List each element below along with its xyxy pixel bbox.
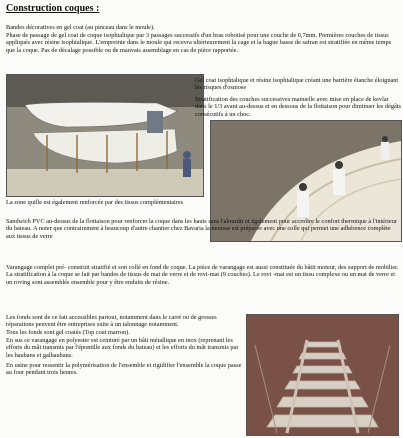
intro-paragraph: Phase de passage de gel coat de coque isophtalique par 3 passages successifs d'un bras robotisé pour une couche de 0,7mm. Premières couches de tissus appliqués avec résine isophtalique. L'empreinte dans le moule qui recevra ultérieurement la cage et la bague basse de safran est stratifiée en même temps que la coque. Pas de décalage possible ou de mauvais assemblage en cas de pièce rapportée. [6, 32, 392, 54]
stratification-paragraph: Stratification des couches successives manuelle avec mise en place de kevlar dans le 1/3 avant au-dessus et en dessous de la flottaison pour diminuer les dégâts consécutifs à un choc. [195, 96, 402, 118]
intro-line: Bandes décoratives en gel coat (au pinceau dans le moule). [6, 24, 155, 31]
inox-paragraph: En sus ce varangage en polyester est ceinturé par un bâti métallique en inox (reprenant les efforts du mât transmis par l'épontille aux fonds du bateau) et les efforts du mât transmis par les haubans et galhaubans. [6, 337, 239, 359]
topcoat-paragraph: Tous les fonds sont gel coatés (Top coat marron). [6, 329, 130, 336]
gelcoat-paragraph: Gel coat isophtalique et résine isophtalique créant une barrière étanche éloignant les risques d'osmose [195, 77, 399, 92]
section-title: Construction coques : [6, 3, 100, 14]
keel-zone-paragraph: La zone quille est également renforcée par des tissus complémentaires [6, 199, 184, 206]
oven-paragraph: En usine pour ressentir la polymérisation de l'ensemble et rigidifier l'ensemble la coque passe au four pendant trois heures. [6, 362, 242, 377]
varangage-paragraph: Varangage complet pré- construit stratifié et son collé en fond de coque. La pièce de varangage est aussi constituée du bâtit moteur, des support de mobilier. La stratification à la coque se fait par bandes de tissus de mat de verre et de rovi-mat (9 couches). Le rovi -mat est un tissu complexe ou un mat de verre et un roving sont assemblés ensemble pour y être enduits de résine. [6, 264, 399, 286]
photo-stiffening-grid [246, 314, 399, 436]
photo-hull-molds [6, 74, 204, 197]
fonds-paragraph: Les fonds sont de ce fait accessibles partout, notamment dans le carré ou de grosses réparations peuvent être entreprises suite à un talonnage notamment. [6, 314, 217, 329]
sandwich-paragraph: Sandwich PVC au-dessus de la flottaison pour renforcer la coque dans les hauts sans l'alourdir et également pour accroître le confort thermique à l'intérieur du bateau. A noter que contrairement à beaucoup d'autre chantier chez Bavaria la mousse est préparée avec une colle qui permet une adhérence complète aux tissus de verre [6, 218, 397, 240]
